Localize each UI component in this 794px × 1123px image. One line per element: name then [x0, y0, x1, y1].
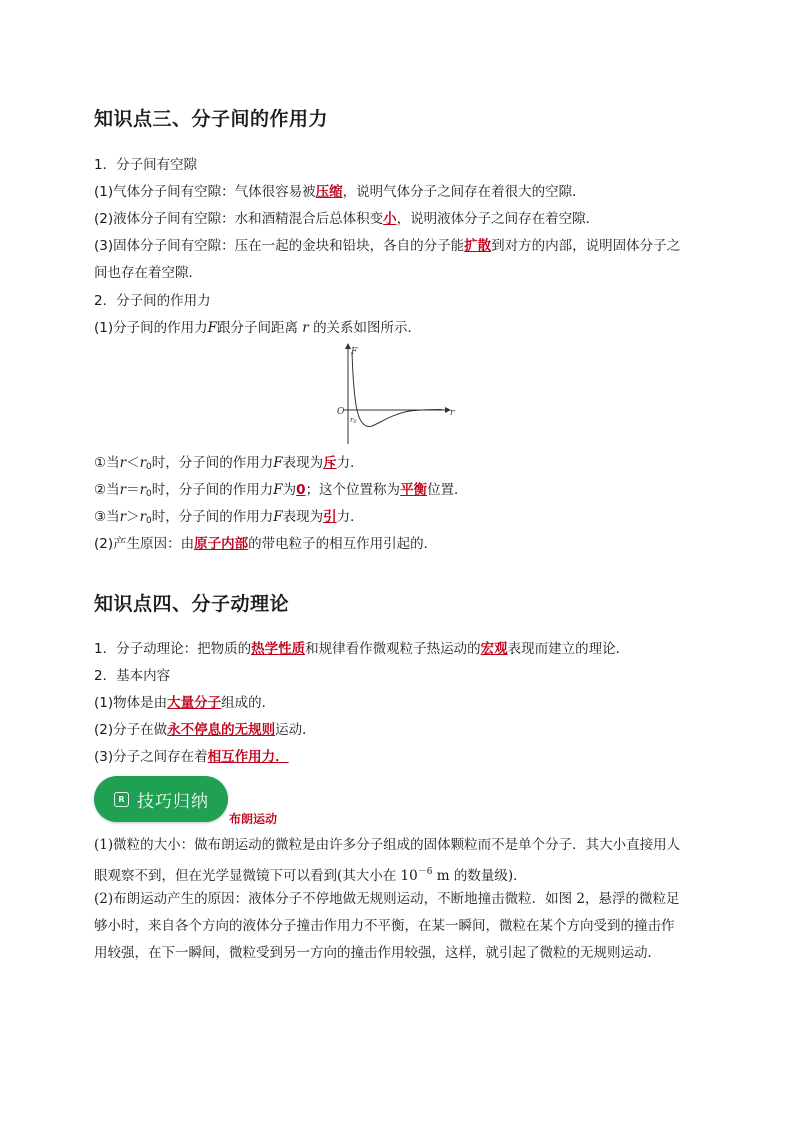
s3-p1-b: (2)液体分子间有空隙：水和酒精混合后总体积变小，说明液体分子之间存在着空隙．: [94, 211, 600, 227]
s4-p1: 1．分子动理论：把物质的热学性质和规律看作微观粒子热运动的宏观表现而建立的理论．: [94, 641, 630, 657]
r0-label: r0: [350, 416, 357, 425]
section3-title: 知识点三、分子间的作用力: [94, 108, 329, 130]
s3-p1-a: (1)气体分子间有空隙：气体很容易被压缩，说明气体分子之间存在着很大的空隙．: [94, 184, 586, 200]
keyword: 原子内部: [194, 536, 249, 552]
s3-case-2: ②当$r=r_0$时，分子间的作用力F为0；这个位置称为平衡位置．: [94, 482, 468, 499]
s3-p2-b: (2)产生原因：由原子内部的带电粒子的相互作用引起的．: [94, 536, 438, 552]
tips-badge: [94, 776, 228, 822]
keyword: 相互作用力．: [207, 749, 289, 765]
section4-title: 知识点四、分子动理论: [94, 593, 290, 615]
origin-label: O: [337, 407, 345, 417]
keyword: 宏观: [480, 641, 508, 657]
s3-case-3: ③当$r>r_0$时，分子间的作用力F表现为引力．: [94, 509, 364, 526]
s4-a: (1)物体是由大量分子组成的．: [94, 695, 276, 711]
s3-p1-c: (3)固体分子间有空隙：压在一起的金块和铅块，各自的分子能扩散到对方的内部，说明固体分子之: [94, 238, 681, 254]
keyword: 扩散: [464, 238, 492, 254]
tip-2c: 用较强，在下一瞬间，微粒受到另一方向的撞击作用较强，这样，就引起了微粒的无规则运动．: [94, 945, 661, 961]
keyword: 热学性质: [251, 641, 306, 657]
keyword: 0: [296, 482, 306, 498]
keyword: 永不停息的无规则: [167, 722, 276, 738]
tip-2b: 够小时，来自各个方向的液体分子撞击作用力不平衡，在某一瞬间，微粒在某个方向受到的撞击作: [94, 918, 675, 934]
s4-p2-head: 2．基本内容: [94, 668, 171, 684]
keyword: 引: [323, 509, 337, 525]
tips-tag: 布朗运动: [229, 812, 278, 826]
tip-icon: R: [114, 792, 129, 807]
s4-c: (3)分子之间存在着相互作用力．: [94, 749, 289, 765]
s3-p1-head: 1．分子间有空隙: [94, 157, 198, 173]
s4-b: (2)分子在做永不停息的无规则运动．: [94, 722, 316, 738]
keyword: 平衡: [400, 482, 428, 498]
tip-1a: (1)微粒的大小：做布朗运动的微粒是由许多分子组成的固体颗粒而不是单个分子．其大小直接用人: [94, 837, 681, 853]
keyword: 压缩: [315, 184, 343, 200]
s3-p2-head: 2．分子间的作用力: [94, 293, 211, 309]
s3-p1-c-cont: 间也存在着空隙．: [94, 265, 202, 281]
force-distance-graph: [330, 342, 460, 446]
s3-case-1: ①当$r<r_0$时，分子间的作用力F表现为斥力．: [94, 455, 364, 472]
tip-1b: 眼观察不到，但在光学显微镜下可以看到(其大小在 $10^{-6}$ m 的数量级)．: [94, 867, 527, 884]
keyword: 斥: [323, 455, 337, 471]
s3-p2-a: (1)分子间的作用力F跟分子间距离 r 的关系如图所示．: [94, 320, 422, 336]
tips-badge-label: 技巧归纳: [137, 791, 209, 812]
tip-2a: (2)布朗运动产生的原因：液体分子不停地做无规则运动，不断地撞击微粒．如图 2，悬浮的微粒足: [94, 891, 680, 907]
x-axis-label: r: [450, 408, 455, 418]
keyword: 小: [383, 211, 397, 227]
force-curve: [352, 352, 442, 427]
keyword: 大量分子: [167, 695, 222, 711]
y-axis-label: F: [351, 347, 358, 357]
